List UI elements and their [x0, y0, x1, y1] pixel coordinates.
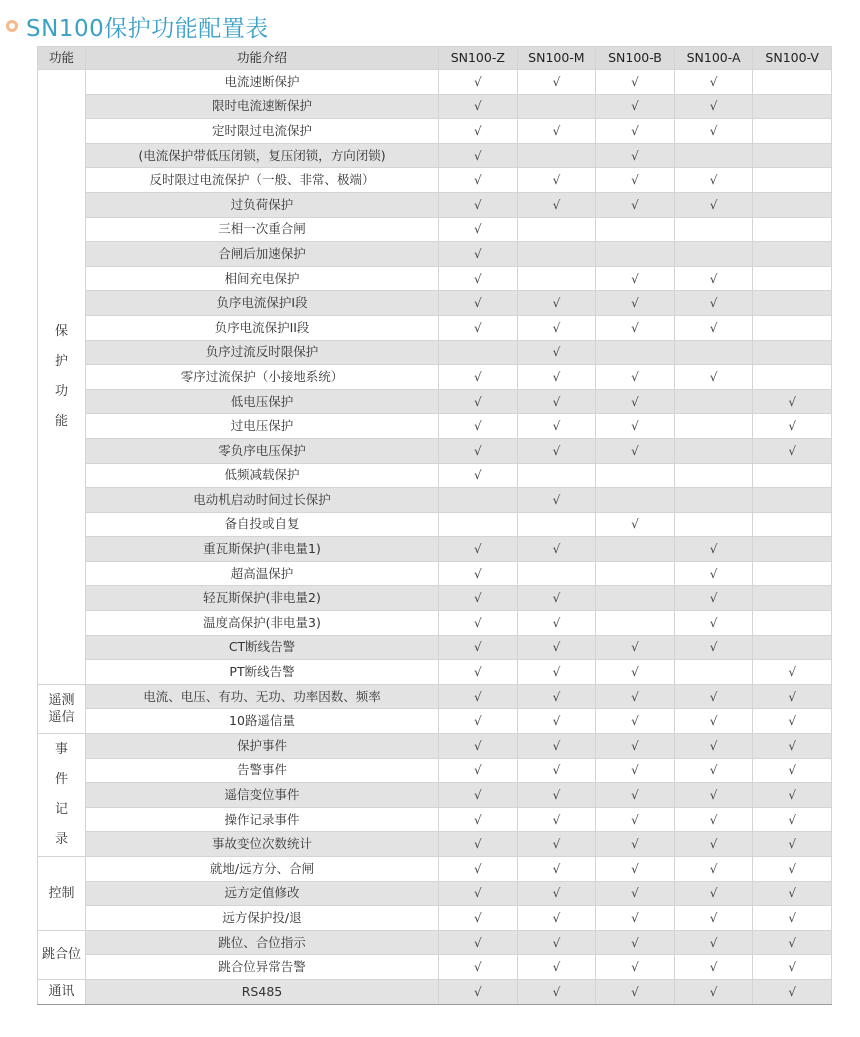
feature-cell: 低频减载保护	[86, 463, 439, 488]
check-cell: √	[517, 758, 596, 783]
check-cell	[753, 217, 832, 242]
group-cell: 保 护 功 能	[38, 70, 86, 685]
check-cell: √	[517, 315, 596, 340]
check-cell	[517, 242, 596, 267]
check-cell	[517, 512, 596, 537]
check-cell: √	[596, 979, 675, 1004]
check-cell	[596, 217, 675, 242]
check-cell: √	[439, 611, 518, 636]
check-cell: √	[439, 94, 518, 119]
table-row	[38, 94, 832, 119]
table-row	[38, 734, 832, 759]
check-cell	[753, 561, 832, 586]
feature-cell: RS485	[86, 979, 439, 1004]
feature-cell: 遥信变位事件	[86, 783, 439, 808]
check-cell: √	[674, 635, 753, 660]
table-row	[38, 930, 832, 955]
check-cell	[753, 611, 832, 636]
table-row	[38, 807, 832, 832]
check-cell	[596, 463, 675, 488]
check-cell: √	[439, 586, 518, 611]
check-cell	[439, 512, 518, 537]
check-cell: √	[753, 734, 832, 759]
check-cell: √	[439, 463, 518, 488]
check-cell	[439, 488, 518, 513]
check-cell: √	[596, 192, 675, 217]
group-cell: 事 件 记 录	[38, 734, 86, 857]
check-cell	[674, 389, 753, 414]
check-cell: √	[753, 389, 832, 414]
check-cell: √	[439, 635, 518, 660]
check-cell: √	[596, 684, 675, 709]
feature-cell: 10路遥信量	[86, 709, 439, 734]
check-cell: √	[674, 266, 753, 291]
check-cell: √	[439, 70, 518, 95]
check-cell: √	[596, 414, 675, 439]
feature-cell: 操作记录事件	[86, 807, 439, 832]
check-cell: √	[674, 537, 753, 562]
check-cell: √	[517, 389, 596, 414]
check-cell: √	[674, 70, 753, 95]
check-cell	[753, 512, 832, 537]
check-cell: √	[517, 611, 596, 636]
feature-cell: PT断线告警	[86, 660, 439, 685]
feature-cell: 过负荷保护	[86, 192, 439, 217]
title-row	[6, 8, 269, 44]
check-cell	[753, 192, 832, 217]
feature-cell: 负序电流保护I段	[86, 291, 439, 316]
check-cell: √	[517, 807, 596, 832]
check-cell: √	[439, 291, 518, 316]
check-cell: √	[439, 807, 518, 832]
feature-cell: 零负序电压保护	[86, 438, 439, 463]
table-row	[38, 488, 832, 513]
check-cell: √	[596, 389, 675, 414]
feature-cell: 反时限过电流保护（一般、非常、极端）	[86, 168, 439, 193]
check-cell: √	[674, 758, 753, 783]
feature-cell: 重瓦斯保护(非电量1)	[86, 537, 439, 562]
check-cell: √	[439, 242, 518, 267]
check-cell	[674, 512, 753, 537]
feature-cell: 备自投或自复	[86, 512, 439, 537]
check-cell	[517, 463, 596, 488]
table-row	[38, 611, 832, 636]
table-row	[38, 635, 832, 660]
feature-cell: 负序电流保护II段	[86, 315, 439, 340]
feature-cell: 电动机启动时间过长保护	[86, 488, 439, 513]
check-cell: √	[439, 734, 518, 759]
check-cell: √	[596, 734, 675, 759]
check-cell: √	[439, 906, 518, 931]
check-cell: √	[517, 979, 596, 1004]
table-row	[38, 266, 832, 291]
check-cell: √	[439, 438, 518, 463]
check-cell: √	[596, 660, 675, 685]
check-cell	[596, 561, 675, 586]
check-cell: √	[753, 783, 832, 808]
feature-cell: 低电压保护	[86, 389, 439, 414]
group-cell: 跳合位	[38, 930, 86, 979]
check-cell: √	[517, 340, 596, 365]
check-cell: √	[596, 709, 675, 734]
check-cell: √	[439, 315, 518, 340]
feature-cell: 跳位、合位指示	[86, 930, 439, 955]
check-cell: √	[674, 94, 753, 119]
check-cell: √	[674, 611, 753, 636]
check-cell	[674, 143, 753, 168]
check-cell	[596, 242, 675, 267]
check-cell: √	[517, 857, 596, 882]
feature-cell: 零序过流保护（小接地系统）	[86, 365, 439, 390]
check-cell: √	[753, 832, 832, 857]
check-cell: √	[439, 709, 518, 734]
check-cell	[517, 561, 596, 586]
header-model: SN100-V	[753, 47, 832, 70]
check-cell: √	[596, 266, 675, 291]
table-row	[38, 979, 832, 1004]
check-cell: √	[674, 291, 753, 316]
check-cell: √	[439, 217, 518, 242]
check-cell	[674, 217, 753, 242]
check-cell: √	[596, 512, 675, 537]
check-cell	[753, 463, 832, 488]
check-cell: √	[674, 906, 753, 931]
check-cell	[753, 635, 832, 660]
table-row	[38, 119, 832, 144]
check-cell: √	[753, 906, 832, 931]
check-cell: √	[517, 438, 596, 463]
check-cell: √	[517, 906, 596, 931]
group-cell: 通讯	[38, 979, 86, 1004]
check-cell: √	[517, 832, 596, 857]
check-cell: √	[674, 930, 753, 955]
check-cell	[753, 365, 832, 390]
feature-cell: 事故变位次数统计	[86, 832, 439, 857]
check-cell: √	[753, 709, 832, 734]
check-cell: √	[596, 365, 675, 390]
check-cell: √	[517, 537, 596, 562]
header-row	[38, 47, 832, 70]
feature-cell: 跳合位异常告警	[86, 955, 439, 980]
check-cell: √	[753, 979, 832, 1004]
check-cell: √	[439, 660, 518, 685]
check-cell	[753, 586, 832, 611]
check-cell: √	[596, 438, 675, 463]
table-row	[38, 70, 832, 95]
feature-cell: 限时电流速断保护	[86, 94, 439, 119]
check-cell	[596, 488, 675, 513]
feature-cell: 就地/远方分、合闸	[86, 857, 439, 882]
check-cell	[753, 168, 832, 193]
check-cell: √	[674, 315, 753, 340]
check-cell	[517, 143, 596, 168]
check-cell: √	[439, 684, 518, 709]
check-cell: √	[439, 143, 518, 168]
check-cell: √	[439, 955, 518, 980]
check-cell: √	[753, 930, 832, 955]
check-cell: √	[596, 807, 675, 832]
table-row	[38, 660, 832, 685]
bullet-icon	[6, 20, 18, 32]
check-cell: √	[674, 119, 753, 144]
check-cell: √	[596, 70, 675, 95]
check-cell: √	[439, 783, 518, 808]
table-body	[38, 70, 832, 1005]
table-row	[38, 857, 832, 882]
feature-cell: 定时限过电流保护	[86, 119, 439, 144]
table-row	[38, 389, 832, 414]
group-cell: 遥测 遥信	[38, 684, 86, 733]
check-cell: √	[596, 635, 675, 660]
check-cell	[753, 143, 832, 168]
check-cell: √	[439, 365, 518, 390]
header-model: SN100-A	[674, 47, 753, 70]
check-cell	[753, 537, 832, 562]
feature-cell: 相间充电保护	[86, 266, 439, 291]
feature-cell: 电流速断保护	[86, 70, 439, 95]
check-cell: √	[596, 783, 675, 808]
check-cell: √	[596, 955, 675, 980]
check-cell: √	[596, 119, 675, 144]
check-cell: √	[753, 857, 832, 882]
table-row	[38, 758, 832, 783]
check-cell: √	[517, 168, 596, 193]
check-cell: √	[674, 832, 753, 857]
check-cell: √	[596, 94, 675, 119]
feature-cell: 合闸后加速保护	[86, 242, 439, 267]
check-cell: √	[753, 881, 832, 906]
check-cell	[517, 94, 596, 119]
check-cell	[439, 340, 518, 365]
page-title: SN100保护功能配置表	[26, 15, 269, 42]
check-cell: √	[517, 635, 596, 660]
feature-cell: (电流保护带低压闭锁，复压闭锁，方向闭锁)	[86, 143, 439, 168]
check-cell	[674, 414, 753, 439]
feature-cell: 负序过流反时限保护	[86, 340, 439, 365]
check-cell	[517, 266, 596, 291]
check-cell: √	[753, 684, 832, 709]
table-row	[38, 291, 832, 316]
feature-cell: 告警事件	[86, 758, 439, 783]
table-row	[38, 783, 832, 808]
table-row	[38, 832, 832, 857]
check-cell: √	[674, 857, 753, 882]
check-cell	[674, 242, 753, 267]
feature-cell: 远方定值修改	[86, 881, 439, 906]
check-cell: √	[753, 807, 832, 832]
check-cell: √	[517, 709, 596, 734]
feature-cell: 远方保护投/退	[86, 906, 439, 931]
check-cell: √	[439, 561, 518, 586]
feature-cell: 过电压保护	[86, 414, 439, 439]
table-row	[38, 315, 832, 340]
check-cell	[753, 70, 832, 95]
check-cell: √	[753, 758, 832, 783]
check-cell: √	[517, 365, 596, 390]
check-cell	[596, 340, 675, 365]
table-row	[38, 414, 832, 439]
table-row	[38, 217, 832, 242]
check-cell: √	[596, 857, 675, 882]
check-cell	[753, 315, 832, 340]
header-group: 功能	[38, 47, 86, 70]
check-cell: √	[517, 783, 596, 808]
check-cell: √	[439, 389, 518, 414]
table-row	[38, 561, 832, 586]
check-cell: √	[517, 586, 596, 611]
table-row	[38, 709, 832, 734]
header-model: SN100-B	[596, 47, 675, 70]
check-cell: √	[596, 315, 675, 340]
check-cell: √	[517, 930, 596, 955]
check-cell	[753, 340, 832, 365]
table-row	[38, 438, 832, 463]
check-cell: √	[517, 70, 596, 95]
feature-cell: 超高温保护	[86, 561, 439, 586]
check-cell	[674, 488, 753, 513]
check-cell	[596, 586, 675, 611]
check-cell: √	[439, 758, 518, 783]
check-cell: √	[439, 119, 518, 144]
check-cell: √	[439, 266, 518, 291]
check-cell: √	[517, 414, 596, 439]
check-cell	[753, 94, 832, 119]
feature-cell: CT断线告警	[86, 635, 439, 660]
check-cell: √	[674, 807, 753, 832]
check-cell: √	[596, 291, 675, 316]
check-cell: √	[674, 586, 753, 611]
check-cell: √	[439, 168, 518, 193]
check-cell: √	[517, 488, 596, 513]
check-cell: √	[517, 734, 596, 759]
check-cell	[674, 340, 753, 365]
check-cell: √	[674, 979, 753, 1004]
table-row	[38, 684, 832, 709]
check-cell: √	[674, 365, 753, 390]
check-cell: √	[517, 291, 596, 316]
check-cell: √	[596, 143, 675, 168]
check-cell	[753, 266, 832, 291]
table-row	[38, 365, 832, 390]
check-cell: √	[753, 660, 832, 685]
table-row	[38, 955, 832, 980]
feature-cell: 保护事件	[86, 734, 439, 759]
check-cell	[674, 660, 753, 685]
check-cell: √	[596, 168, 675, 193]
check-cell: √	[596, 906, 675, 931]
table-row	[38, 537, 832, 562]
check-cell: √	[439, 979, 518, 1004]
check-cell: √	[439, 192, 518, 217]
header-feature: 功能介绍	[86, 47, 439, 70]
table-row	[38, 906, 832, 931]
check-cell: √	[596, 881, 675, 906]
check-cell: √	[674, 192, 753, 217]
check-cell: √	[439, 537, 518, 562]
check-cell: √	[596, 832, 675, 857]
check-cell	[753, 488, 832, 513]
check-cell	[674, 438, 753, 463]
check-cell: √	[439, 414, 518, 439]
check-cell: √	[596, 930, 675, 955]
feature-cell: 轻瓦斯保护(非电量2)	[86, 586, 439, 611]
check-cell: √	[517, 684, 596, 709]
table-row	[38, 143, 832, 168]
check-cell: √	[674, 881, 753, 906]
table-row	[38, 586, 832, 611]
header-model: SN100-M	[517, 47, 596, 70]
check-cell	[753, 291, 832, 316]
check-cell: √	[674, 561, 753, 586]
check-cell: √	[439, 832, 518, 857]
check-cell: √	[517, 119, 596, 144]
table-row	[38, 192, 832, 217]
check-cell	[596, 611, 675, 636]
check-cell: √	[753, 438, 832, 463]
check-cell: √	[674, 684, 753, 709]
check-cell: √	[439, 857, 518, 882]
table-row	[38, 881, 832, 906]
check-cell: √	[674, 734, 753, 759]
check-cell: √	[674, 168, 753, 193]
check-cell	[753, 242, 832, 267]
feature-cell: 温度高保护(非电量3)	[86, 611, 439, 636]
check-cell: √	[596, 758, 675, 783]
check-cell: √	[674, 783, 753, 808]
table-row	[38, 512, 832, 537]
check-cell: √	[439, 881, 518, 906]
check-cell: √	[674, 955, 753, 980]
table-row	[38, 242, 832, 267]
check-cell	[753, 119, 832, 144]
feature-cell: 三相一次重合闸	[86, 217, 439, 242]
check-cell: √	[517, 881, 596, 906]
check-cell	[596, 537, 675, 562]
check-cell: √	[674, 709, 753, 734]
function-config-table	[37, 46, 832, 1005]
check-cell: √	[517, 955, 596, 980]
table-row	[38, 340, 832, 365]
check-cell: √	[439, 930, 518, 955]
check-cell: √	[517, 660, 596, 685]
check-cell: √	[517, 192, 596, 217]
group-cell: 控制	[38, 857, 86, 931]
feature-cell: 电流、电压、有功、无功、功率因数、频率	[86, 684, 439, 709]
check-cell: √	[753, 955, 832, 980]
table-row	[38, 463, 832, 488]
header-model: SN100-Z	[439, 47, 518, 70]
check-cell: √	[753, 414, 832, 439]
check-cell	[674, 463, 753, 488]
table-row	[38, 168, 832, 193]
check-cell	[517, 217, 596, 242]
